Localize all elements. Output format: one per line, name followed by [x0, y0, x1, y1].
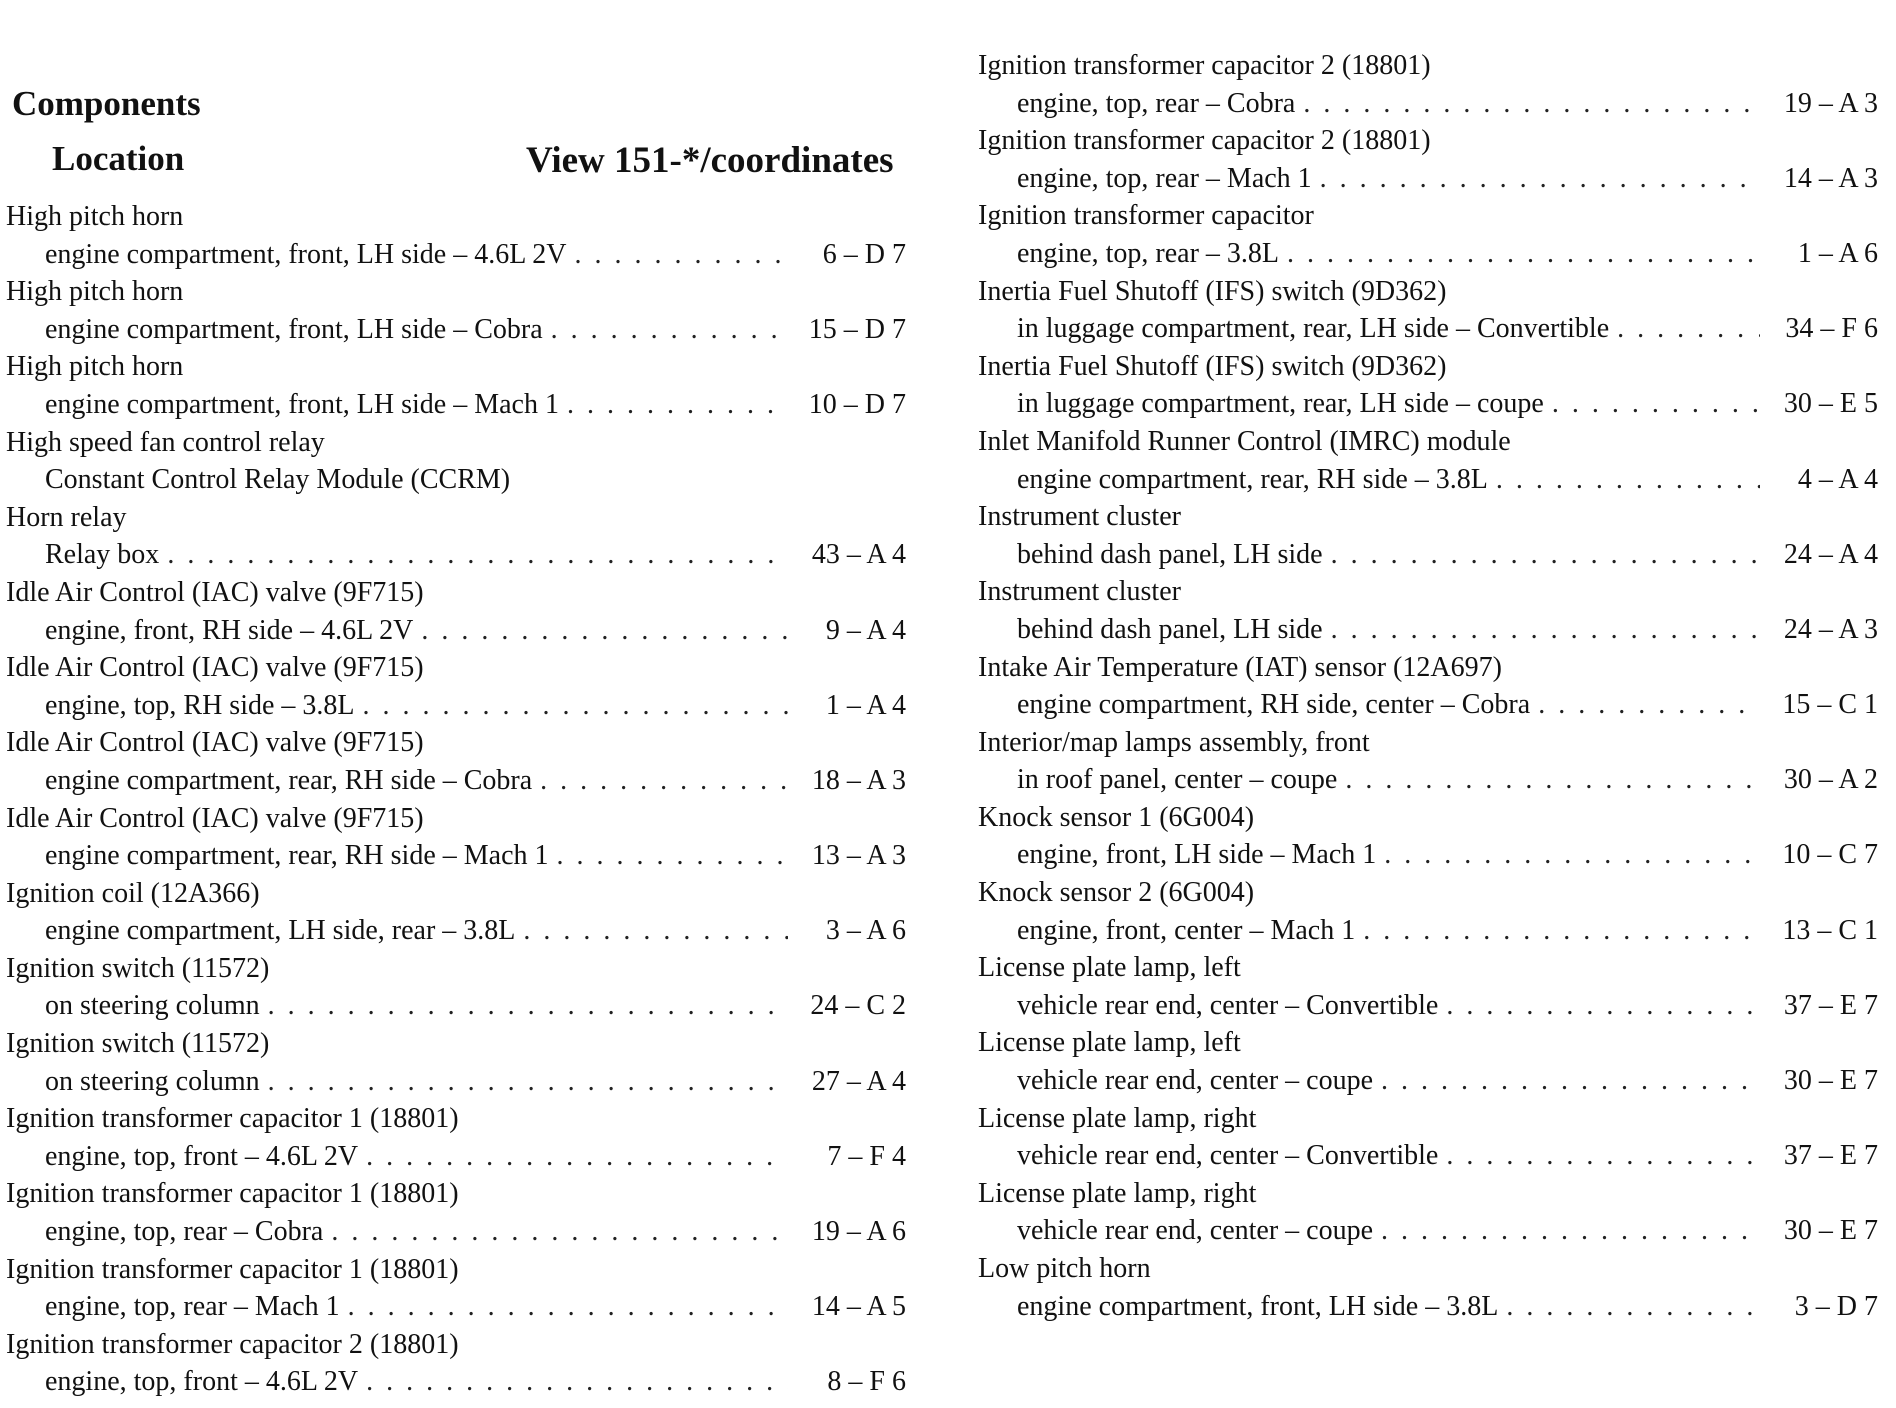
- dot-leader: [268, 1063, 788, 1101]
- component-name: License plate lamp, right: [978, 1177, 1257, 1209]
- component-name: Inlet Manifold Runner Control (IMRC) module: [978, 425, 1511, 457]
- component-location-row: [6, 236, 906, 274]
- component-name: Instrument cluster: [978, 576, 1181, 608]
- component-location: engine, top, RH side – 3.8L: [45, 689, 355, 721]
- dot-leader: [268, 987, 788, 1025]
- view-coordinate: 10 – C 7: [1782, 839, 1878, 871]
- component-location: engine compartment, rear, RH side – Cobra: [45, 764, 533, 796]
- view-coordinate: 6 – D 7: [822, 238, 906, 270]
- view-coordinate: 19 – A 6: [811, 1216, 906, 1248]
- component-location: in luggage compartment, rear, LH side – Convertible: [1017, 313, 1610, 345]
- view-coordinate: 24 – A 3: [1783, 613, 1878, 645]
- component-location: engine compartment, rear, RH side – Mach 1: [45, 840, 549, 872]
- component-location: Relay box: [45, 539, 160, 571]
- component-name: Idle Air Control (IAC) valve (9F715): [6, 576, 424, 608]
- component-location-row: [6, 1363, 906, 1401]
- dot-leader: [1552, 385, 1760, 423]
- component-name: Knock sensor 2 (6G004): [978, 877, 1255, 909]
- dot-leader: [421, 612, 788, 650]
- component-location: engine, top, rear – Mach 1: [1017, 162, 1312, 194]
- dot-leader: [1538, 686, 1760, 724]
- component-name: Ignition transformer capacitor 2 (18801): [978, 125, 1431, 157]
- component-name: License plate lamp, left: [978, 1027, 1241, 1059]
- component-name: Ignition transformer capacitor: [978, 200, 1314, 232]
- component-location-row: [978, 160, 1878, 198]
- component-location-row: [978, 85, 1878, 123]
- component-location: engine, front, center – Mach 1: [1017, 914, 1356, 946]
- dot-leader: [366, 1363, 788, 1401]
- component-location: engine compartment, LH side, rear – 3.8L: [45, 915, 516, 947]
- component-name: Low pitch horn: [978, 1253, 1151, 1284]
- view-coordinate: 13 – C 1: [1782, 914, 1878, 946]
- view-coordinate: 30 – E 5: [1783, 388, 1878, 420]
- component-location: in roof panel, center – coupe: [1017, 764, 1338, 796]
- dot-leader: [1287, 235, 1760, 273]
- dot-leader: [557, 837, 789, 875]
- component-location: vehicle rear end, center – coupe: [1017, 1065, 1374, 1097]
- component-name: High pitch horn: [6, 351, 184, 383]
- component-location-row: [978, 235, 1878, 273]
- component-location: engine, top, rear – Cobra: [1017, 87, 1296, 119]
- dot-leader: [1496, 461, 1760, 499]
- component-name: Ignition transformer capacitor 1 (18801): [6, 1253, 459, 1285]
- component-location: behind dash panel, LH side: [1017, 613, 1323, 645]
- component-location: on steering column: [45, 1065, 260, 1097]
- dot-leader: [1331, 536, 1760, 574]
- dot-leader: [523, 912, 788, 950]
- component-name: Intake Air Temperature (IAT) sensor (12A697): [978, 651, 1502, 683]
- component-location-row: [6, 1288, 906, 1326]
- component-location: engine, top, rear – Mach 1: [45, 1291, 340, 1323]
- component-location: engine, front, RH side – 4.6L 2V: [45, 614, 414, 646]
- component-location: vehicle rear end, center – Convertible: [1017, 1140, 1439, 1172]
- location-column-header: Location: [52, 139, 185, 178]
- component-location-row: [6, 536, 906, 574]
- component-location: engine compartment, front, LH side – Mach 1: [45, 388, 559, 420]
- dot-leader: [1303, 85, 1760, 123]
- component-location: on steering column: [45, 990, 260, 1022]
- dot-leader: [540, 762, 788, 800]
- component-location-row: [6, 1138, 906, 1176]
- component-location: in luggage compartment, rear, LH side – coupe: [1017, 388, 1544, 420]
- component-location-row: [978, 1288, 1878, 1326]
- component-location-row: [978, 1212, 1878, 1250]
- component-location: engine, top, front – 4.6L 2V: [45, 1366, 359, 1398]
- component-location: vehicle rear end, center – Convertible: [1017, 989, 1439, 1021]
- component-location: engine, top, rear – 3.8L: [1017, 237, 1280, 269]
- view-coordinate: 30 – A 2: [1783, 764, 1878, 796]
- component-name: Ignition coil (12A366): [6, 877, 260, 909]
- dot-leader: [366, 1138, 788, 1176]
- component-location: vehicle rear end, center – coupe: [1017, 1215, 1374, 1247]
- dot-leader: [1381, 1062, 1760, 1100]
- component-location: Constant Control Relay Module (CCRM): [45, 464, 511, 496]
- component-name: Ignition switch (11572): [6, 1028, 270, 1060]
- dot-leader: [1446, 987, 1760, 1025]
- view-coordinate: 30 – E 7: [1783, 1065, 1878, 1097]
- dot-leader: [1617, 310, 1760, 348]
- component-name: Ignition transformer capacitor 1 (18801): [6, 1178, 459, 1210]
- component-location-row: [6, 461, 906, 499]
- dot-leader: [551, 311, 788, 349]
- component-location: engine, top, front – 4.6L 2V: [45, 1140, 359, 1172]
- component-location: engine, front, LH side – Mach 1: [1017, 839, 1377, 871]
- component-name: Ignition transformer capacitor 1 (18801): [6, 1103, 459, 1135]
- component-name: Interior/map lamps assembly, front: [978, 726, 1370, 758]
- view-coordinate: 27 – A 4: [811, 1065, 906, 1097]
- view-coordinate: 14 – A 5: [811, 1291, 906, 1323]
- component-location-row: [6, 912, 906, 950]
- view-coordinate: 3 – D 7: [1794, 1290, 1878, 1322]
- section-title: Components: [12, 84, 201, 123]
- view-coordinate: 19 – A 3: [1783, 87, 1878, 119]
- view-coordinate: 1 – A 4: [825, 689, 906, 721]
- component-location-row: [6, 687, 906, 725]
- dot-leader: [1384, 836, 1760, 874]
- view-coordinate: 18 – A 3: [811, 764, 906, 796]
- dot-leader: [1446, 1137, 1760, 1175]
- dot-leader: [331, 1213, 788, 1251]
- view-coordinate: 43 – A 4: [811, 539, 906, 571]
- view-coordinate: 8 – F 6: [827, 1366, 906, 1398]
- view-coordinates-column-header: View 151-*/coordinates: [526, 140, 894, 181]
- component-name: Idle Air Control (IAC) valve (9F715): [6, 802, 424, 834]
- component-location-row: [978, 310, 1878, 348]
- component-location: engine compartment, rear, RH side – 3.8L: [1017, 463, 1488, 495]
- component-location-row: [6, 386, 906, 424]
- component-location: engine, top, rear – Cobra: [45, 1216, 324, 1248]
- dot-leader: [1320, 160, 1760, 198]
- component-location-row: [978, 761, 1878, 799]
- view-coordinate: 34 – F 6: [1785, 313, 1878, 345]
- component-name: Instrument cluster: [978, 501, 1181, 533]
- dot-leader: [1345, 761, 1760, 799]
- component-name: License plate lamp, right: [978, 1102, 1257, 1134]
- component-name: Horn relay: [6, 501, 127, 533]
- component-name: Ignition transformer capacitor 2 (18801): [6, 1328, 459, 1360]
- dot-leader: [1363, 912, 1760, 950]
- component-location-row: [978, 912, 1878, 950]
- view-coordinate: 15 – D 7: [808, 313, 906, 345]
- component-name: Inertia Fuel Shutoff (IFS) switch (9D362): [978, 350, 1447, 382]
- component-location: behind dash panel, LH side: [1017, 538, 1323, 570]
- dot-leader: [1381, 1212, 1760, 1250]
- component-location-row: [6, 837, 906, 875]
- dot-leader: [575, 236, 789, 274]
- dot-leader: [1506, 1288, 1760, 1326]
- view-coordinate: 24 – C 2: [810, 990, 906, 1022]
- dot-leader: [348, 1288, 788, 1326]
- view-coordinate: 7 – F 4: [827, 1140, 906, 1172]
- component-location-row: [978, 686, 1878, 724]
- component-name: Ignition switch (11572): [6, 952, 270, 984]
- component-location-row: [6, 762, 906, 800]
- view-coordinate: 14 – A 3: [1783, 162, 1878, 194]
- component-name: High pitch horn: [6, 201, 184, 232]
- component-location-row: [978, 536, 1878, 574]
- component-location-row: [978, 385, 1878, 423]
- component-name: Idle Air Control (IAC) valve (9F715): [6, 727, 424, 759]
- dot-leader: [363, 687, 788, 725]
- component-location-row: [978, 461, 1878, 499]
- view-coordinate: 30 – E 7: [1783, 1215, 1878, 1247]
- component-name: Inertia Fuel Shutoff (IFS) switch (9D362): [978, 275, 1447, 307]
- component-location: engine compartment, front, LH side – Cobra: [45, 313, 543, 345]
- component-location-row: [978, 1137, 1878, 1175]
- component-location-row: [6, 1063, 906, 1101]
- dot-leader: [167, 536, 788, 574]
- component-location-row: [978, 836, 1878, 874]
- view-coordinate: 37 – E 7: [1783, 1140, 1878, 1172]
- component-name: High speed fan control relay: [6, 426, 325, 458]
- view-coordinate: 24 – A 4: [1783, 538, 1878, 570]
- dot-leader: [1331, 611, 1760, 649]
- component-location-row: [6, 311, 906, 349]
- component-name: Knock sensor 1 (6G004): [978, 801, 1255, 833]
- component-name: High pitch horn: [6, 276, 184, 308]
- view-coordinate: 4 – A 4: [1797, 463, 1878, 495]
- component-name: Ignition transformer capacitor 2 (18801): [978, 50, 1431, 81]
- component-location-row: [6, 612, 906, 650]
- component-location: engine compartment, front, LH side – 3.8L: [1017, 1290, 1499, 1322]
- dot-leader: [567, 386, 788, 424]
- component-location-row: [978, 987, 1878, 1025]
- view-coordinate: 15 – C 1: [1782, 689, 1878, 721]
- view-coordinate: 9 – A 4: [825, 614, 906, 646]
- component-location-row: [978, 1062, 1878, 1100]
- right-component-list: [978, 47, 1878, 1325]
- component-location: engine compartment, front, LH side – 4.6L 2V: [45, 238, 567, 270]
- view-coordinate: 10 – D 7: [808, 388, 906, 420]
- view-coordinate: 3 – A 6: [825, 915, 906, 947]
- left-component-list: [6, 198, 906, 1401]
- component-location-row: [6, 1213, 906, 1251]
- view-coordinate: 37 – E 7: [1783, 989, 1878, 1021]
- component-location-row: [6, 987, 906, 1025]
- view-coordinate: 13 – A 3: [811, 840, 906, 872]
- component-name: License plate lamp, left: [978, 952, 1241, 984]
- component-name: Idle Air Control (IAC) valve (9F715): [6, 652, 424, 684]
- component-location: engine compartment, RH side, center – Cobra: [1017, 689, 1531, 721]
- view-coordinate: 1 – A 6: [1797, 237, 1878, 269]
- component-location-row: [978, 611, 1878, 649]
